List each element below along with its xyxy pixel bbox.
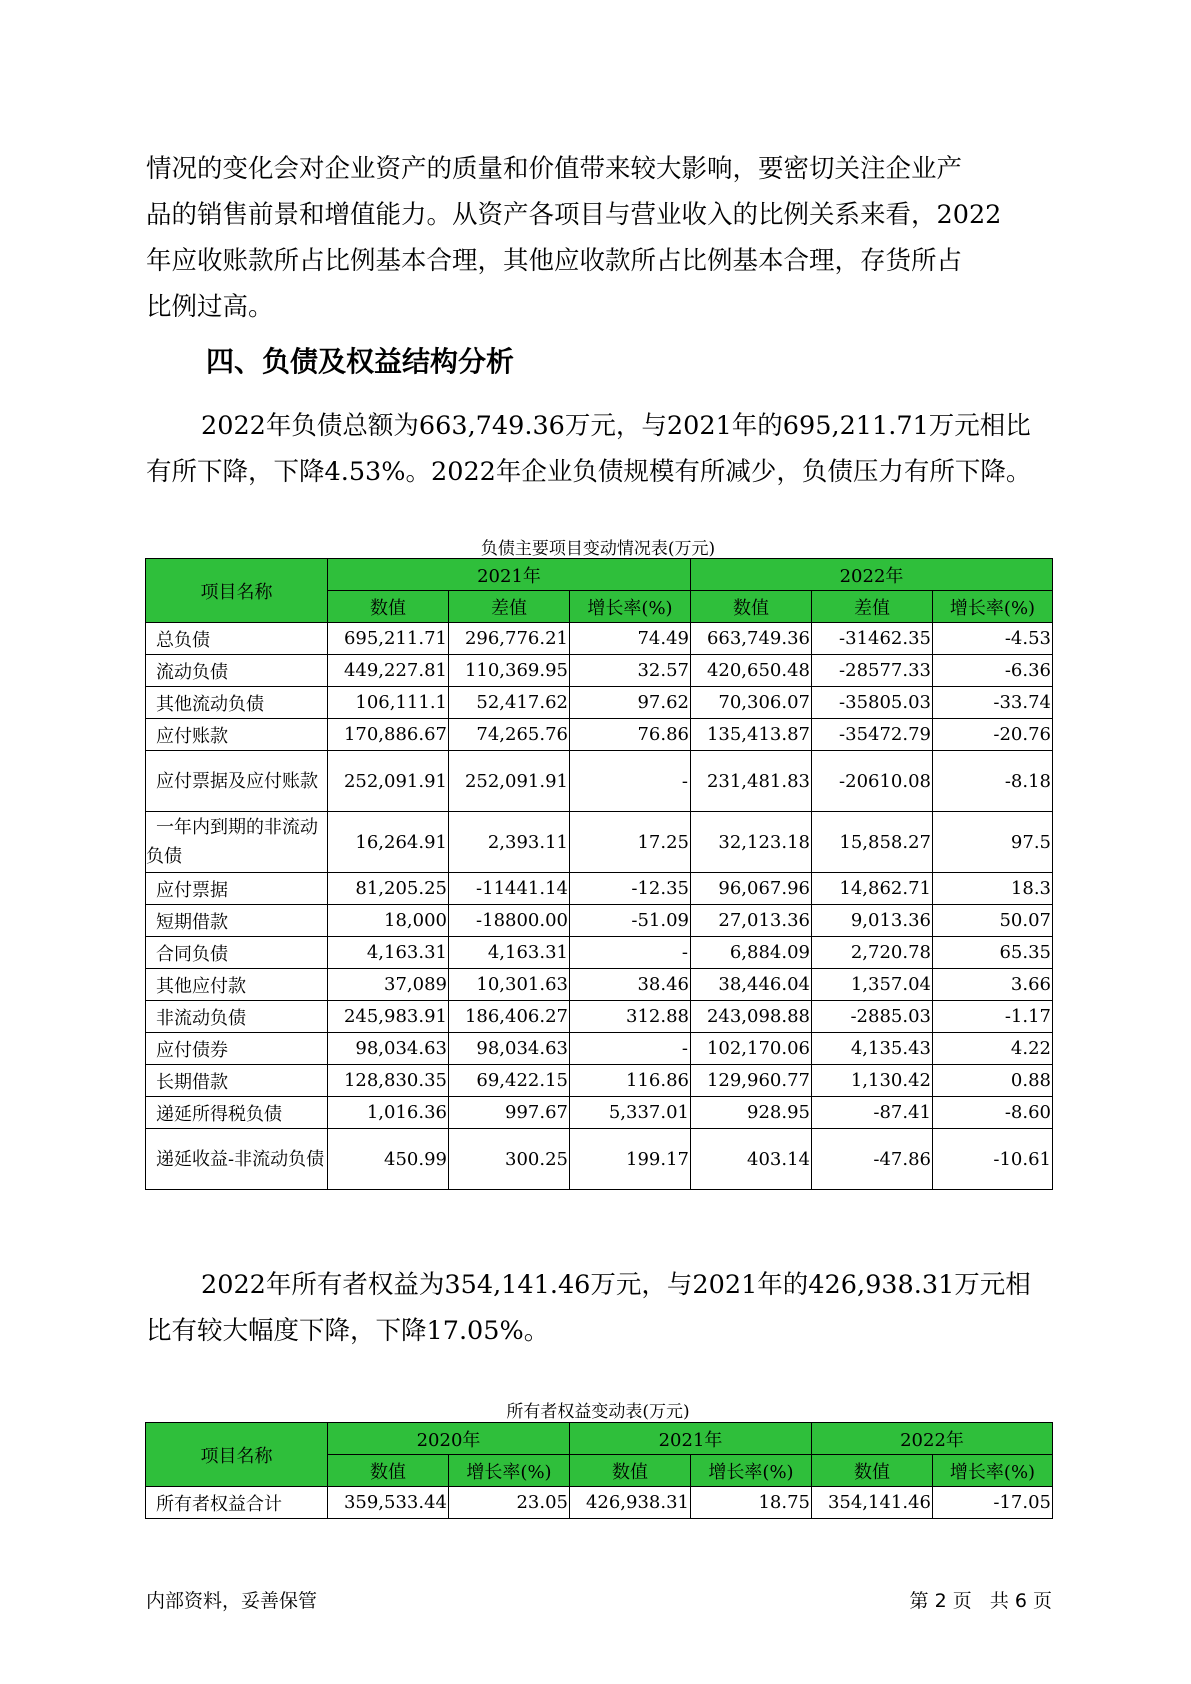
year-header: 2020年 — [328, 1423, 570, 1455]
table-cell: 449,227.81 — [328, 655, 449, 687]
table-cell: 18.75 — [691, 1487, 812, 1519]
table-cell: 27,013.36 — [691, 905, 812, 937]
row-label: 所有者权益合计 — [146, 1487, 328, 1519]
sub-header: 增长率(%) — [933, 1455, 1053, 1487]
table-cell: 18,000 — [328, 905, 449, 937]
table-cell: 96,067.96 — [691, 873, 812, 905]
table-cell: 1,130.42 — [812, 1065, 933, 1097]
table-cell: 74.49 — [570, 623, 691, 655]
row-label: 流动负债 — [146, 655, 328, 687]
row-label: 其他流动负债 — [146, 687, 328, 719]
sub-header: 差值 — [449, 591, 570, 623]
sub-header: 数值 — [570, 1455, 691, 1487]
row-label: 其他应付款 — [146, 969, 328, 1001]
table-row — [146, 1487, 1053, 1519]
year-header: 2021年 — [570, 1423, 812, 1455]
table-row — [146, 623, 1053, 655]
table-cell: 928.95 — [691, 1097, 812, 1129]
table-cell: 97.62 — [570, 687, 691, 719]
table-row — [146, 1129, 1053, 1190]
table-cell: -8.60 — [933, 1097, 1053, 1129]
table-cell: -51.09 — [570, 905, 691, 937]
equity-paragraph — [146, 1262, 1046, 1354]
sub-header: 数值 — [691, 591, 812, 623]
table-cell: 359,533.44 — [328, 1487, 449, 1519]
table-cell: - — [570, 937, 691, 969]
table-row — [146, 812, 1053, 873]
row-label: 应付债券 — [146, 1033, 328, 1065]
table-cell: 65.35 — [933, 937, 1053, 969]
row-label: 长期借款 — [146, 1065, 328, 1097]
table-row — [146, 1001, 1053, 1033]
table-cell: 110,369.95 — [449, 655, 570, 687]
row-label: 应付账款 — [146, 719, 328, 751]
table-cell: 81,205.25 — [328, 873, 449, 905]
table-cell: 4,163.31 — [328, 937, 449, 969]
table-cell: -87.41 — [812, 1097, 933, 1129]
section-heading: 四、负债及权益结构分析 — [206, 345, 515, 378]
table-cell: 3.66 — [933, 969, 1053, 1001]
table-cell: 1,016.36 — [328, 1097, 449, 1129]
table-cell: -8.18 — [933, 751, 1053, 812]
year-header: 2022年 — [691, 559, 1053, 591]
table-cell: 106,111.1 — [328, 687, 449, 719]
table-cell: 296,776.21 — [449, 623, 570, 655]
table-cell: 74,265.76 — [449, 719, 570, 751]
row-label: 合同负债 — [146, 937, 328, 969]
table-cell: -4.53 — [933, 623, 1053, 655]
table-cell: 116.86 — [570, 1065, 691, 1097]
table-cell: 10,301.63 — [449, 969, 570, 1001]
table-cell: 4,163.31 — [449, 937, 570, 969]
table-row — [146, 1097, 1053, 1129]
debt-table-header-row — [146, 559, 1053, 591]
table-cell: 312.88 — [570, 1001, 691, 1033]
table-cell: 128,830.35 — [328, 1065, 449, 1097]
item-name-header: 项目名称 — [146, 1423, 328, 1487]
table-cell: 1,357.04 — [812, 969, 933, 1001]
table-cell: -6.36 — [933, 655, 1053, 687]
text-line: 品的销售前景和增值能力。从资产各项目与营业收入的比例关系来看，2022 — [146, 200, 1002, 230]
table-cell: 300.25 — [449, 1129, 570, 1190]
row-label: 递延收益-非流动负债 — [146, 1129, 328, 1190]
row-label: 应付票据及应付账款 — [146, 751, 328, 812]
table-row — [146, 873, 1053, 905]
table-cell: 76.86 — [570, 719, 691, 751]
table-row — [146, 751, 1053, 812]
table-cell: 450.99 — [328, 1129, 449, 1190]
table-cell: - — [570, 1033, 691, 1065]
table-cell: 2,393.11 — [449, 812, 570, 873]
footer-left-note: 内部资料，妥善保管 — [146, 1590, 318, 1612]
table-cell: 23.05 — [449, 1487, 570, 1519]
equity-table-caption: 所有者权益变动表(万元) — [506, 1402, 690, 1422]
text-line: 比例过高。 — [146, 292, 274, 322]
table-cell: 252,091.91 — [328, 751, 449, 812]
table-cell: 15,858.27 — [812, 812, 933, 873]
text-line: 有所下降，下降4.53%。2022年企业负债规模有所减少，负债压力有所下降。 — [146, 457, 1032, 487]
table-cell: 245,983.91 — [328, 1001, 449, 1033]
table-cell: 9,013.36 — [812, 905, 933, 937]
table-cell: -11441.14 — [449, 873, 570, 905]
debt-paragraph — [146, 403, 1046, 495]
table-cell: 354,141.46 — [812, 1487, 933, 1519]
table-row — [146, 687, 1053, 719]
table-cell: 997.67 — [449, 1097, 570, 1129]
table-cell: -35472.79 — [812, 719, 933, 751]
table-cell: 243,098.88 — [691, 1001, 812, 1033]
sub-header: 增长率(%) — [933, 591, 1053, 623]
table-cell: 16,264.91 — [328, 812, 449, 873]
table-cell: 0.88 — [933, 1065, 1053, 1097]
year-header: 2022年 — [812, 1423, 1053, 1455]
table-cell: 50.07 — [933, 905, 1053, 937]
table-cell: -33.74 — [933, 687, 1053, 719]
text-line: 比有较大幅度下降，下降17.05%。 — [146, 1316, 550, 1346]
table-cell: 38,446.04 — [691, 969, 812, 1001]
table-cell: 52,417.62 — [449, 687, 570, 719]
table-cell: -1.17 — [933, 1001, 1053, 1033]
table-cell: 14,862.71 — [812, 873, 933, 905]
debt-table — [145, 558, 1053, 1190]
table-cell: 32,123.18 — [691, 812, 812, 873]
table-cell: 426,938.31 — [570, 1487, 691, 1519]
item-name-header: 项目名称 — [146, 559, 328, 623]
table-cell: -47.86 — [812, 1129, 933, 1190]
equity-table-body — [146, 1487, 1053, 1519]
table-cell: 5,337.01 — [570, 1097, 691, 1129]
sub-header: 增长率(%) — [449, 1455, 570, 1487]
debt-table-caption: 负债主要项目变动情况表(万元) — [480, 539, 716, 559]
table-row — [146, 1065, 1053, 1097]
sub-header: 增长率(%) — [691, 1455, 812, 1487]
table-cell: -20610.08 — [812, 751, 933, 812]
table-cell: -35805.03 — [812, 687, 933, 719]
table-cell: 6,884.09 — [691, 937, 812, 969]
table-cell: -12.35 — [570, 873, 691, 905]
text-line: 2022年所有者权益为354,141.46万元，与2021年的426,938.31万元相 — [201, 1270, 1031, 1300]
table-cell: -2885.03 — [812, 1001, 933, 1033]
table-cell: 231,481.83 — [691, 751, 812, 812]
row-label: 递延所得税负债 — [146, 1097, 328, 1129]
table-cell: 102,170.06 — [691, 1033, 812, 1065]
row-label: 一年内到期的非流动负债 — [146, 812, 328, 873]
table-cell: 129,960.77 — [691, 1065, 812, 1097]
table-cell: 695,211.71 — [328, 623, 449, 655]
row-label: 短期借款 — [146, 905, 328, 937]
table-cell: -20.76 — [933, 719, 1053, 751]
table-row — [146, 719, 1053, 751]
text-line: 年应收账款所占比例基本合理，其他应收款所占比例基本合理，存货所占 — [146, 246, 963, 276]
table-cell: 70,306.07 — [691, 687, 812, 719]
table-cell: 38.46 — [570, 969, 691, 1001]
sub-header: 增长率(%) — [570, 591, 691, 623]
table-row — [146, 905, 1053, 937]
table-cell: 663,749.36 — [691, 623, 812, 655]
table-cell: -31462.35 — [812, 623, 933, 655]
sub-header: 数值 — [328, 1455, 449, 1487]
row-label: 应付票据 — [146, 873, 328, 905]
table-cell: 135,413.87 — [691, 719, 812, 751]
table-cell: 420,650.48 — [691, 655, 812, 687]
table-cell: 32.57 — [570, 655, 691, 687]
table-row — [146, 937, 1053, 969]
table-cell: -28577.33 — [812, 655, 933, 687]
text-line: 2022年负债总额为663,749.36万元，与2021年的695,211.71万元相比 — [201, 411, 1031, 441]
table-cell: - — [570, 751, 691, 812]
row-label: 非流动负债 — [146, 1001, 328, 1033]
sub-header: 数值 — [328, 591, 449, 623]
table-row — [146, 655, 1053, 687]
equity-table — [145, 1422, 1053, 1519]
table-cell: 18.3 — [933, 873, 1053, 905]
table-cell: 2,720.78 — [812, 937, 933, 969]
intro-paragraph — [146, 146, 1046, 330]
text-line: 情况的变化会对企业资产的质量和价值带来较大影响，要密切关注企业产 — [146, 154, 963, 184]
table-cell: 252,091.91 — [449, 751, 570, 812]
table-cell: -18800.00 — [449, 905, 570, 937]
table-cell: 37,089 — [328, 969, 449, 1001]
table-cell: 98,034.63 — [328, 1033, 449, 1065]
table-cell: 170,886.67 — [328, 719, 449, 751]
table-row — [146, 969, 1053, 1001]
table-cell: 4,135.43 — [812, 1033, 933, 1065]
equity-table-header-row — [146, 1423, 1053, 1455]
table-cell: 4.22 — [933, 1033, 1053, 1065]
sub-header: 数值 — [812, 1455, 933, 1487]
debt-table-body — [146, 623, 1053, 1190]
table-cell: 17.25 — [570, 812, 691, 873]
table-cell: 186,406.27 — [449, 1001, 570, 1033]
table-cell: 98,034.63 — [449, 1033, 570, 1065]
table-cell: -17.05 — [933, 1487, 1053, 1519]
table-cell: -10.61 — [933, 1129, 1053, 1190]
table-cell: 69,422.15 — [449, 1065, 570, 1097]
year-header: 2021年 — [328, 559, 691, 591]
footer-page-number: 第 2 页 共 6 页 — [909, 1590, 1052, 1612]
sub-header: 差值 — [812, 591, 933, 623]
table-row — [146, 1033, 1053, 1065]
row-label: 总负债 — [146, 623, 328, 655]
table-cell: 97.5 — [933, 812, 1053, 873]
table-cell: 403.14 — [691, 1129, 812, 1190]
table-cell: 199.17 — [570, 1129, 691, 1190]
